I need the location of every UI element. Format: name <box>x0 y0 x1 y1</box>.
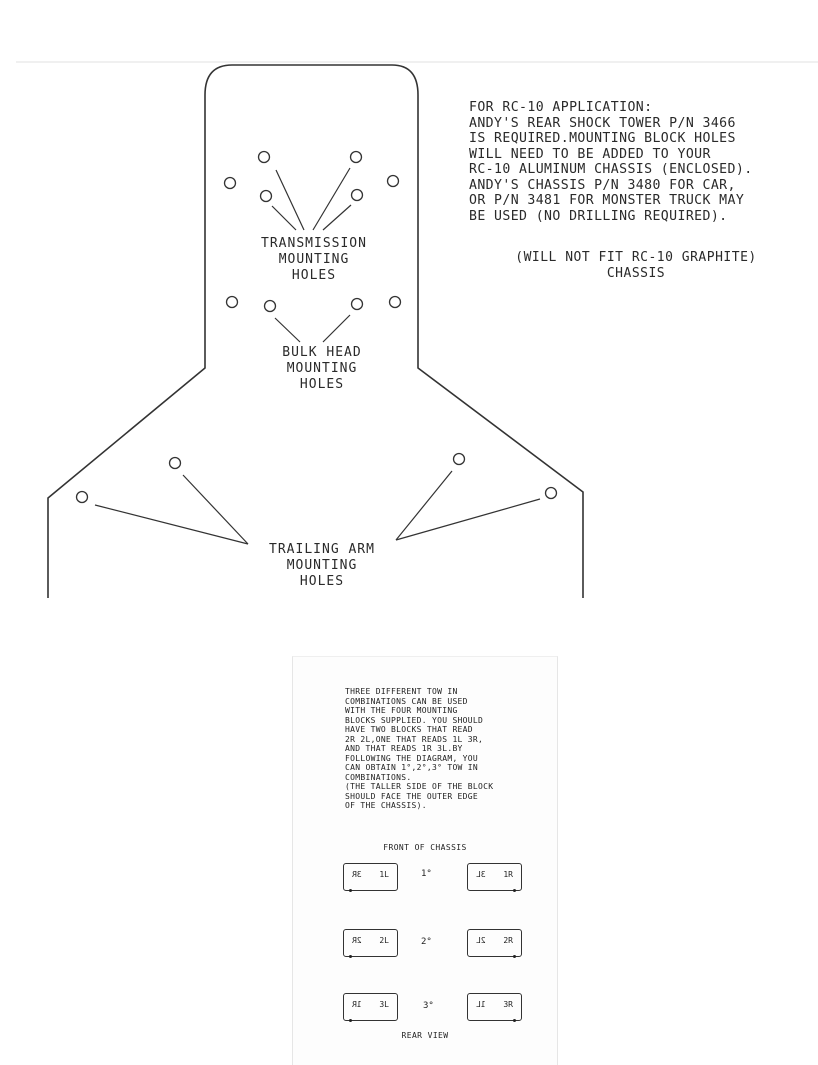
leader-line <box>323 205 351 230</box>
block-right-text: 2R <box>503 936 513 945</box>
leader-line <box>272 206 296 230</box>
mounting-block <box>343 863 398 891</box>
leader-line <box>396 499 540 540</box>
block-left-text: 1L <box>476 1000 486 1009</box>
leader-line <box>323 315 350 342</box>
block-right-text: 2L <box>379 936 389 945</box>
transmission-hole <box>388 176 399 187</box>
bulkhead-hole <box>265 301 276 312</box>
block-right-text: 1L <box>379 870 389 879</box>
tow-instruction-slip <box>292 656 558 1065</box>
mounting-block <box>467 929 522 957</box>
block-right-text: 1R <box>503 870 513 879</box>
transmission-hole <box>261 191 272 202</box>
mounting-block <box>467 993 522 1021</box>
leader-line <box>183 475 248 544</box>
tow-angle-label: 1° <box>421 869 432 879</box>
block-left-text: 1R <box>352 1000 362 1009</box>
transmission-hole <box>225 178 236 189</box>
rear-view-caption: REAR VIEW <box>401 1031 449 1040</box>
bulkhead-label: BULK HEAD MOUNTING HOLES <box>282 345 362 392</box>
transmission-hole <box>352 190 363 201</box>
tow-instructions: THREE DIFFERENT TOW IN COMBINATIONS CAN BE USED WITH THE FOUR MOUNTING BLOCKS SUPPLIED. YOU SHOULD HAVE TWO BLOCKS THAT READ 2R 2L,ONE THAT READS 1L 3R, AND THAT READS 1R 3L.BY FOLLOWING THE DIAGRAM, YOU CAN OBTAIN 1°,2°,3° TOW IN COMBINATIONS. (THE TALLER SIDE OF THE BLOCK SHOULD FACE THE OUTER EDGE OF THE CHASSIS). <box>345 687 494 810</box>
transmission-label: TRANSMISSION MOUNTING HOLES <box>261 236 367 283</box>
block-left-text: 2R <box>352 936 362 945</box>
block-left-text: 3L <box>476 870 486 879</box>
tow-angle-label: 2° <box>421 937 432 947</box>
tow-angle-label: 3° <box>423 1001 434 1011</box>
mounting-block <box>467 863 522 891</box>
trailing-arm-hole <box>454 454 465 465</box>
block-right-text: 3R <box>503 1000 513 1009</box>
leader-line <box>276 170 304 230</box>
trailing-arm-label: TRAILING ARM MOUNTING HOLES <box>269 542 375 589</box>
trailing-arm-hole <box>170 458 181 469</box>
leader-line <box>95 505 248 544</box>
trailing-arm-hole <box>546 488 557 499</box>
bulkhead-hole <box>390 297 401 308</box>
mounting-block <box>343 929 398 957</box>
bulkhead-hole <box>227 297 238 308</box>
leader-line <box>313 168 350 230</box>
graphite-fit-note: (WILL NOT FIT RC-10 GRAPHITE) CHASSIS <box>515 250 757 281</box>
bulkhead-hole <box>352 299 363 310</box>
block-left-text: 3R <box>352 870 362 879</box>
rc10-application-note: FOR RC-10 APPLICATION: ANDY'S REAR SHOCK TOWER P/N 3466 IS REQUIRED.MOUNTING BLOCK HOLES WILL NEED TO BE ADDED TO YOUR RC-10 ALUMINUM CHASSIS (ENCLOSED). ANDY'S CHASSIS P/N 3480 FOR CAR, OR P/N 3481 FOR MONSTER TRUCK MAY BE USED (NO DRILLING REQUIRED). <box>469 100 753 224</box>
transmission-hole <box>351 152 362 163</box>
trailing-arm-hole <box>77 492 88 503</box>
transmission-hole <box>259 152 270 163</box>
leader-line <box>275 318 300 342</box>
block-left-text: 2L <box>476 936 486 945</box>
front-of-chassis-caption: FRONT OF CHASSIS <box>383 843 467 852</box>
block-right-text: 3L <box>379 1000 389 1009</box>
mounting-block <box>343 993 398 1021</box>
leader-line <box>396 471 452 540</box>
